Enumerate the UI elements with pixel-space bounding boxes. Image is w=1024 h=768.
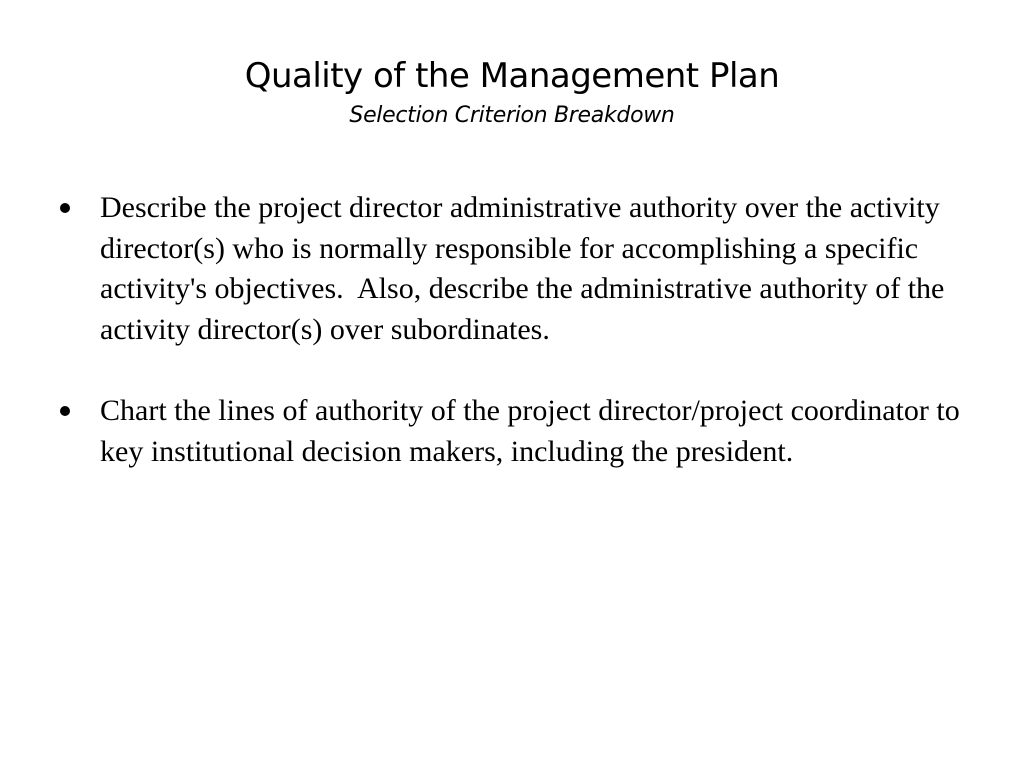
- bullet-item: [0, 391, 1024, 472]
- bullet-text: Chart the lines of authority of the project director/project coordinator to key institutional decision makers, including the president.: [100, 394, 960, 468]
- bullet-list: [0, 188, 1024, 513]
- bullet-text: Describe the project director administrative authority over the activity director(s) who is normally responsible for accomplishing a specific activity's objectives. Also, describe the administrative authority of the activity director(s) over subordinates.: [100, 191, 952, 346]
- bullet-item: [0, 188, 1024, 350]
- bullet-dot-icon: [60, 203, 70, 213]
- slide-subtitle: Selection Criterion Breakdown: [349, 103, 675, 128]
- slide-title: Quality of the Management Plan: [244, 56, 780, 96]
- bullet-dot-icon: [60, 406, 70, 416]
- title-block: [0, 52, 1024, 132]
